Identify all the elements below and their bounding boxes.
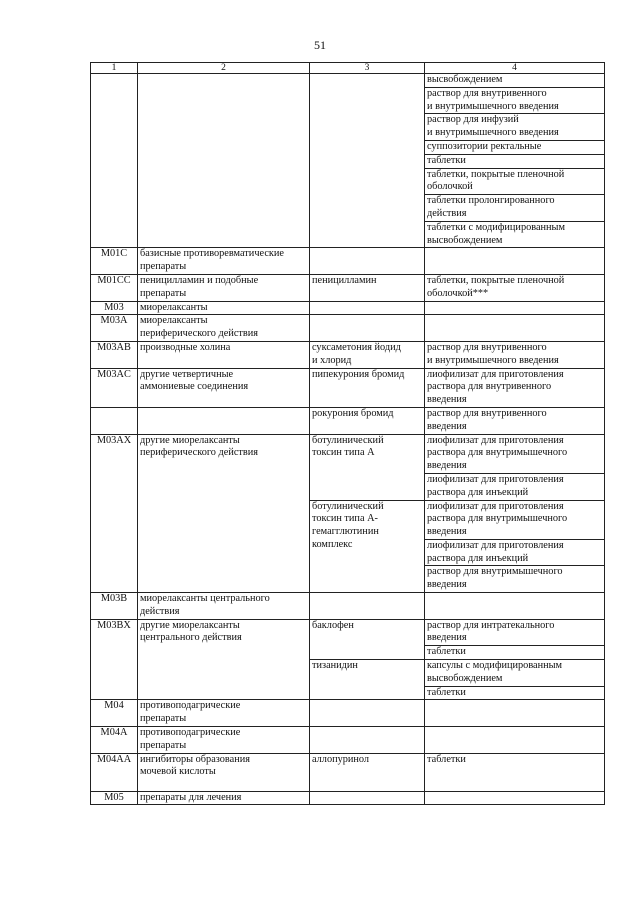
atc-code: M03 (104, 301, 124, 313)
table-row (91, 407, 605, 434)
atc-code: M01C (100, 248, 128, 260)
group-name-cell (138, 301, 310, 315)
dosage-form (425, 408, 604, 434)
group-name-line: действия (140, 605, 180, 617)
dosage-form (425, 593, 604, 606)
group-name-line: производные холина (140, 341, 231, 353)
dosage-form-line: введения (427, 394, 467, 406)
atc-code-cell (91, 274, 138, 301)
atc-code-cell (91, 368, 138, 407)
dosage-form-line: лиофилизат для приготовления (427, 500, 564, 512)
dosage-form-line: раствора для внутримышечного (427, 513, 568, 525)
substance-name-line: баклофен (312, 619, 354, 631)
dosage-form (425, 113, 604, 140)
table-row (91, 341, 605, 368)
atc-code: M03AX (96, 434, 132, 446)
table-row (91, 315, 605, 342)
substance-name-line: гемагглютинин (312, 526, 379, 538)
dosage-form-line: раствора для внутривенного (427, 381, 552, 393)
dosage-form (425, 727, 604, 740)
group-name-cell (138, 619, 310, 700)
group-name-line: пеницилламин и подобные (140, 274, 259, 286)
dosage-form-line: таблетки (427, 646, 466, 658)
group-name-cell (138, 74, 310, 248)
dosage-form-line: и внутримышечного введения (427, 354, 559, 366)
substance-cell (310, 301, 425, 315)
group-name-line: миорелаксанты (140, 301, 208, 313)
atc-code-cell (91, 301, 138, 315)
substance-name-line: токсин типа А- (312, 513, 378, 525)
group-name-cell (138, 753, 310, 791)
atc-code: M03BX (97, 619, 131, 631)
table-row (91, 727, 605, 754)
group-name-line: центрального действия (140, 632, 242, 644)
substance-cell (310, 274, 425, 301)
dosage-form-line: раствор для интратекального (427, 619, 555, 631)
dosage-form-line: таблетки, покрытые пленочной (427, 168, 565, 180)
substance-cell (310, 341, 425, 368)
dosage-form (425, 620, 604, 646)
table-row (91, 593, 605, 620)
substance-cell (310, 248, 425, 275)
atc-code: M05 (104, 791, 124, 803)
dosage-form (425, 74, 604, 87)
dosage-form (425, 221, 604, 248)
substance-name-line: ботулинический (312, 500, 384, 512)
atc-code-cell (91, 434, 138, 593)
group-name-line: миорелаксанты центрального (140, 593, 270, 605)
dosage-form (425, 369, 604, 407)
atc-code-cell (91, 248, 138, 275)
atc-code-cell (91, 727, 138, 754)
substance-name-line: суксаметония йодид (312, 341, 401, 353)
group-name-line: базисные противоревматические (140, 248, 284, 260)
table-header-row (91, 63, 605, 74)
dosage-form-line: действия (427, 207, 467, 219)
group-name-line: другие миорелаксанты (140, 619, 240, 631)
group-name-line: препараты (140, 713, 187, 725)
atc-code-cell (91, 619, 138, 700)
atc-code-cell (91, 700, 138, 727)
dosage-forms-cell (425, 341, 605, 368)
group-name-line: периферического действия (140, 447, 259, 459)
substance-cell (310, 593, 425, 620)
dosage-forms-cell (425, 700, 605, 727)
dosage-forms-cell (425, 368, 605, 407)
dosage-form-line: раствор для внутривенного (427, 87, 547, 99)
group-name-cell (138, 274, 310, 301)
atc-code: M03AB (97, 341, 131, 353)
substance-cell (310, 500, 425, 593)
dosage-forms-cell (425, 248, 605, 275)
dosage-form (425, 700, 604, 713)
substance-cell (310, 74, 425, 248)
header-col-2: 2 (138, 63, 310, 74)
atc-code-cell (91, 791, 138, 805)
group-name-line: противоподагрические (140, 727, 241, 739)
dosage-forms-cell (425, 434, 605, 500)
group-name-cell (138, 791, 310, 805)
dosage-form-line: оболочкой*** (427, 287, 489, 299)
dosage-form (425, 473, 604, 500)
dosage-form (425, 754, 604, 767)
medication-table (90, 62, 605, 805)
substance-name-line: тизанидин (312, 660, 358, 672)
dosage-form-line: таблетки, покрытые пленочной (427, 274, 565, 286)
dosage-form-line: таблетки (427, 686, 466, 698)
group-name-line: миорелаксанты (140, 315, 208, 327)
group-name-cell (138, 727, 310, 754)
dosage-form-line: лиофилизат для приготовления (427, 434, 564, 446)
dosage-forms-cell (425, 727, 605, 754)
substance-name-line: комплекс (312, 538, 353, 550)
atc-code-cell (91, 315, 138, 342)
substance-cell (310, 700, 425, 727)
dosage-forms-cell (425, 500, 605, 593)
dosage-form (425, 315, 604, 328)
dosage-form (425, 435, 604, 473)
atc-code-cell (91, 341, 138, 368)
group-name-line: ингибиторы образования (140, 753, 250, 765)
dosage-forms-cell (425, 593, 605, 620)
substance-cell (310, 619, 425, 659)
dosage-forms-cell (425, 619, 605, 659)
header-col-4: 4 (425, 63, 605, 74)
dosage-forms-cell (425, 74, 605, 248)
table-row (91, 368, 605, 407)
dosage-form-line: раствора для инъекций (427, 486, 529, 498)
substance-cell (310, 315, 425, 342)
group-name-line: противоподагрические (140, 700, 241, 712)
dosage-form (425, 248, 604, 261)
table-row (91, 274, 605, 301)
table-row (91, 301, 605, 315)
dosage-form (425, 660, 604, 686)
atc-code-cell (91, 593, 138, 620)
atc-code: M04 (104, 700, 124, 712)
dosage-form-line: таблетки (427, 154, 466, 166)
substance-name-line: пипекурония бромид (312, 368, 405, 380)
substance-name-line: ботулинический (312, 434, 384, 446)
table-row (91, 700, 605, 727)
atc-code: M01CC (97, 274, 131, 286)
atc-code: M04AA (96, 753, 132, 765)
group-name-line: препараты (140, 261, 187, 273)
header-col-1: 1 (91, 63, 138, 74)
substance-name-line: пеницилламин (312, 274, 377, 286)
table-row (91, 791, 605, 805)
substance-cell (310, 753, 425, 791)
dosage-form-line: таблетки пролонгированного (427, 195, 555, 207)
group-name-cell (138, 368, 310, 407)
group-name-line: препараты (140, 287, 187, 299)
group-name-cell (138, 700, 310, 727)
dosage-form-line: раствора для внутримышечного (427, 447, 568, 459)
atc-code: M03AC (97, 368, 131, 380)
atc-code: M03A (100, 315, 128, 327)
substance-cell (310, 660, 425, 700)
dosage-form (425, 87, 604, 114)
atc-code-cell (91, 407, 138, 434)
table-row (91, 753, 605, 791)
group-name-line: препараты для лечения (140, 791, 242, 803)
dosage-forms-cell (425, 315, 605, 342)
table-row (91, 619, 605, 659)
group-name-line: препараты (140, 739, 187, 751)
group-name-line: мочевой кислоты (140, 766, 216, 778)
group-name-cell (138, 593, 310, 620)
atc-code: M03B (100, 593, 128, 605)
dosage-form (425, 686, 604, 700)
dosage-forms-cell (425, 791, 605, 805)
substance-cell (310, 368, 425, 407)
dosage-form-line: и внутримышечного введения (427, 127, 559, 139)
dosage-forms-cell (425, 274, 605, 301)
group-name-line: периферического действия (140, 328, 259, 340)
dosage-forms-cell (425, 301, 605, 315)
table-row (91, 434, 605, 500)
substance-cell (310, 407, 425, 434)
dosage-form-line: введения (427, 460, 467, 472)
table-row (91, 248, 605, 275)
dosage-form-line: введения (427, 526, 467, 538)
substance-name-line: и хлорид (312, 354, 352, 366)
group-name-cell (138, 341, 310, 368)
dosage-form-line: раствор для внутривенного (427, 341, 547, 353)
dosage-form (425, 194, 604, 221)
dosage-form (425, 501, 604, 539)
dosage-form (425, 645, 604, 659)
dosage-form (425, 140, 604, 154)
dosage-form-line: раствор для инфузий (427, 114, 519, 126)
dosage-form-line: лиофилизат для приготовления (427, 368, 564, 380)
substance-name-line: аллопуринол (312, 753, 370, 765)
dosage-forms-cell (425, 753, 605, 791)
dosage-form (425, 342, 604, 368)
dosage-forms-cell (425, 660, 605, 700)
dosage-forms-cell (425, 407, 605, 434)
header-col-3: 3 (310, 63, 425, 74)
dosage-form-line: таблетки с модифицированным (427, 221, 565, 233)
dosage-form (425, 154, 604, 168)
dosage-form-line: лиофилизат для приготовления (427, 473, 564, 485)
table-row (91, 74, 605, 248)
group-name-line: аммониевые соединения (140, 381, 249, 393)
dosage-form-line: оболочкой (427, 181, 473, 193)
group-name-cell (138, 315, 310, 342)
substance-cell (310, 434, 425, 500)
page-number: 51 (314, 38, 326, 52)
group-name-line: другие миорелаксанты (140, 434, 240, 446)
dosage-form-line: введения (427, 420, 467, 432)
dosage-form-line: введения (427, 632, 467, 644)
dosage-form-line: и внутримышечного введения (427, 100, 559, 112)
dosage-form (425, 565, 604, 592)
dosage-form (425, 302, 604, 315)
group-name-cell (138, 434, 310, 593)
substance-cell (310, 727, 425, 754)
dosage-form-line: лиофилизат для приготовления (427, 539, 564, 551)
dosage-form-line: высвобождением (427, 672, 503, 684)
dosage-form-line: раствора для инъекций (427, 552, 529, 564)
dosage-form-line: раствор для внутримышечного (427, 566, 563, 578)
dosage-form (425, 539, 604, 566)
dosage-form-line: суппозитории ректальные (427, 140, 542, 152)
atc-code-cell (91, 74, 138, 248)
substance-cell (310, 791, 425, 805)
dosage-form (425, 168, 604, 195)
group-name-line: другие четвертичные (140, 368, 234, 380)
substance-name-line: токсин типа А (312, 447, 375, 459)
dosage-form-line: капсулы с модифицированным (427, 660, 563, 672)
dosage-form-line: высвобождением (427, 74, 503, 85)
group-name-cell (138, 248, 310, 275)
group-name-cell (138, 407, 310, 434)
dosage-form-line: высвобождением (427, 234, 503, 246)
atc-code-cell (91, 753, 138, 791)
dosage-form-line: таблетки (427, 753, 466, 765)
atc-code: M04A (100, 727, 128, 739)
substance-name-line: рокурония бромид (312, 407, 394, 419)
dosage-form (425, 275, 604, 301)
dosage-form (425, 792, 604, 805)
dosage-form-line: раствор для внутривенного (427, 407, 547, 419)
dosage-form-line: введения (427, 579, 467, 591)
